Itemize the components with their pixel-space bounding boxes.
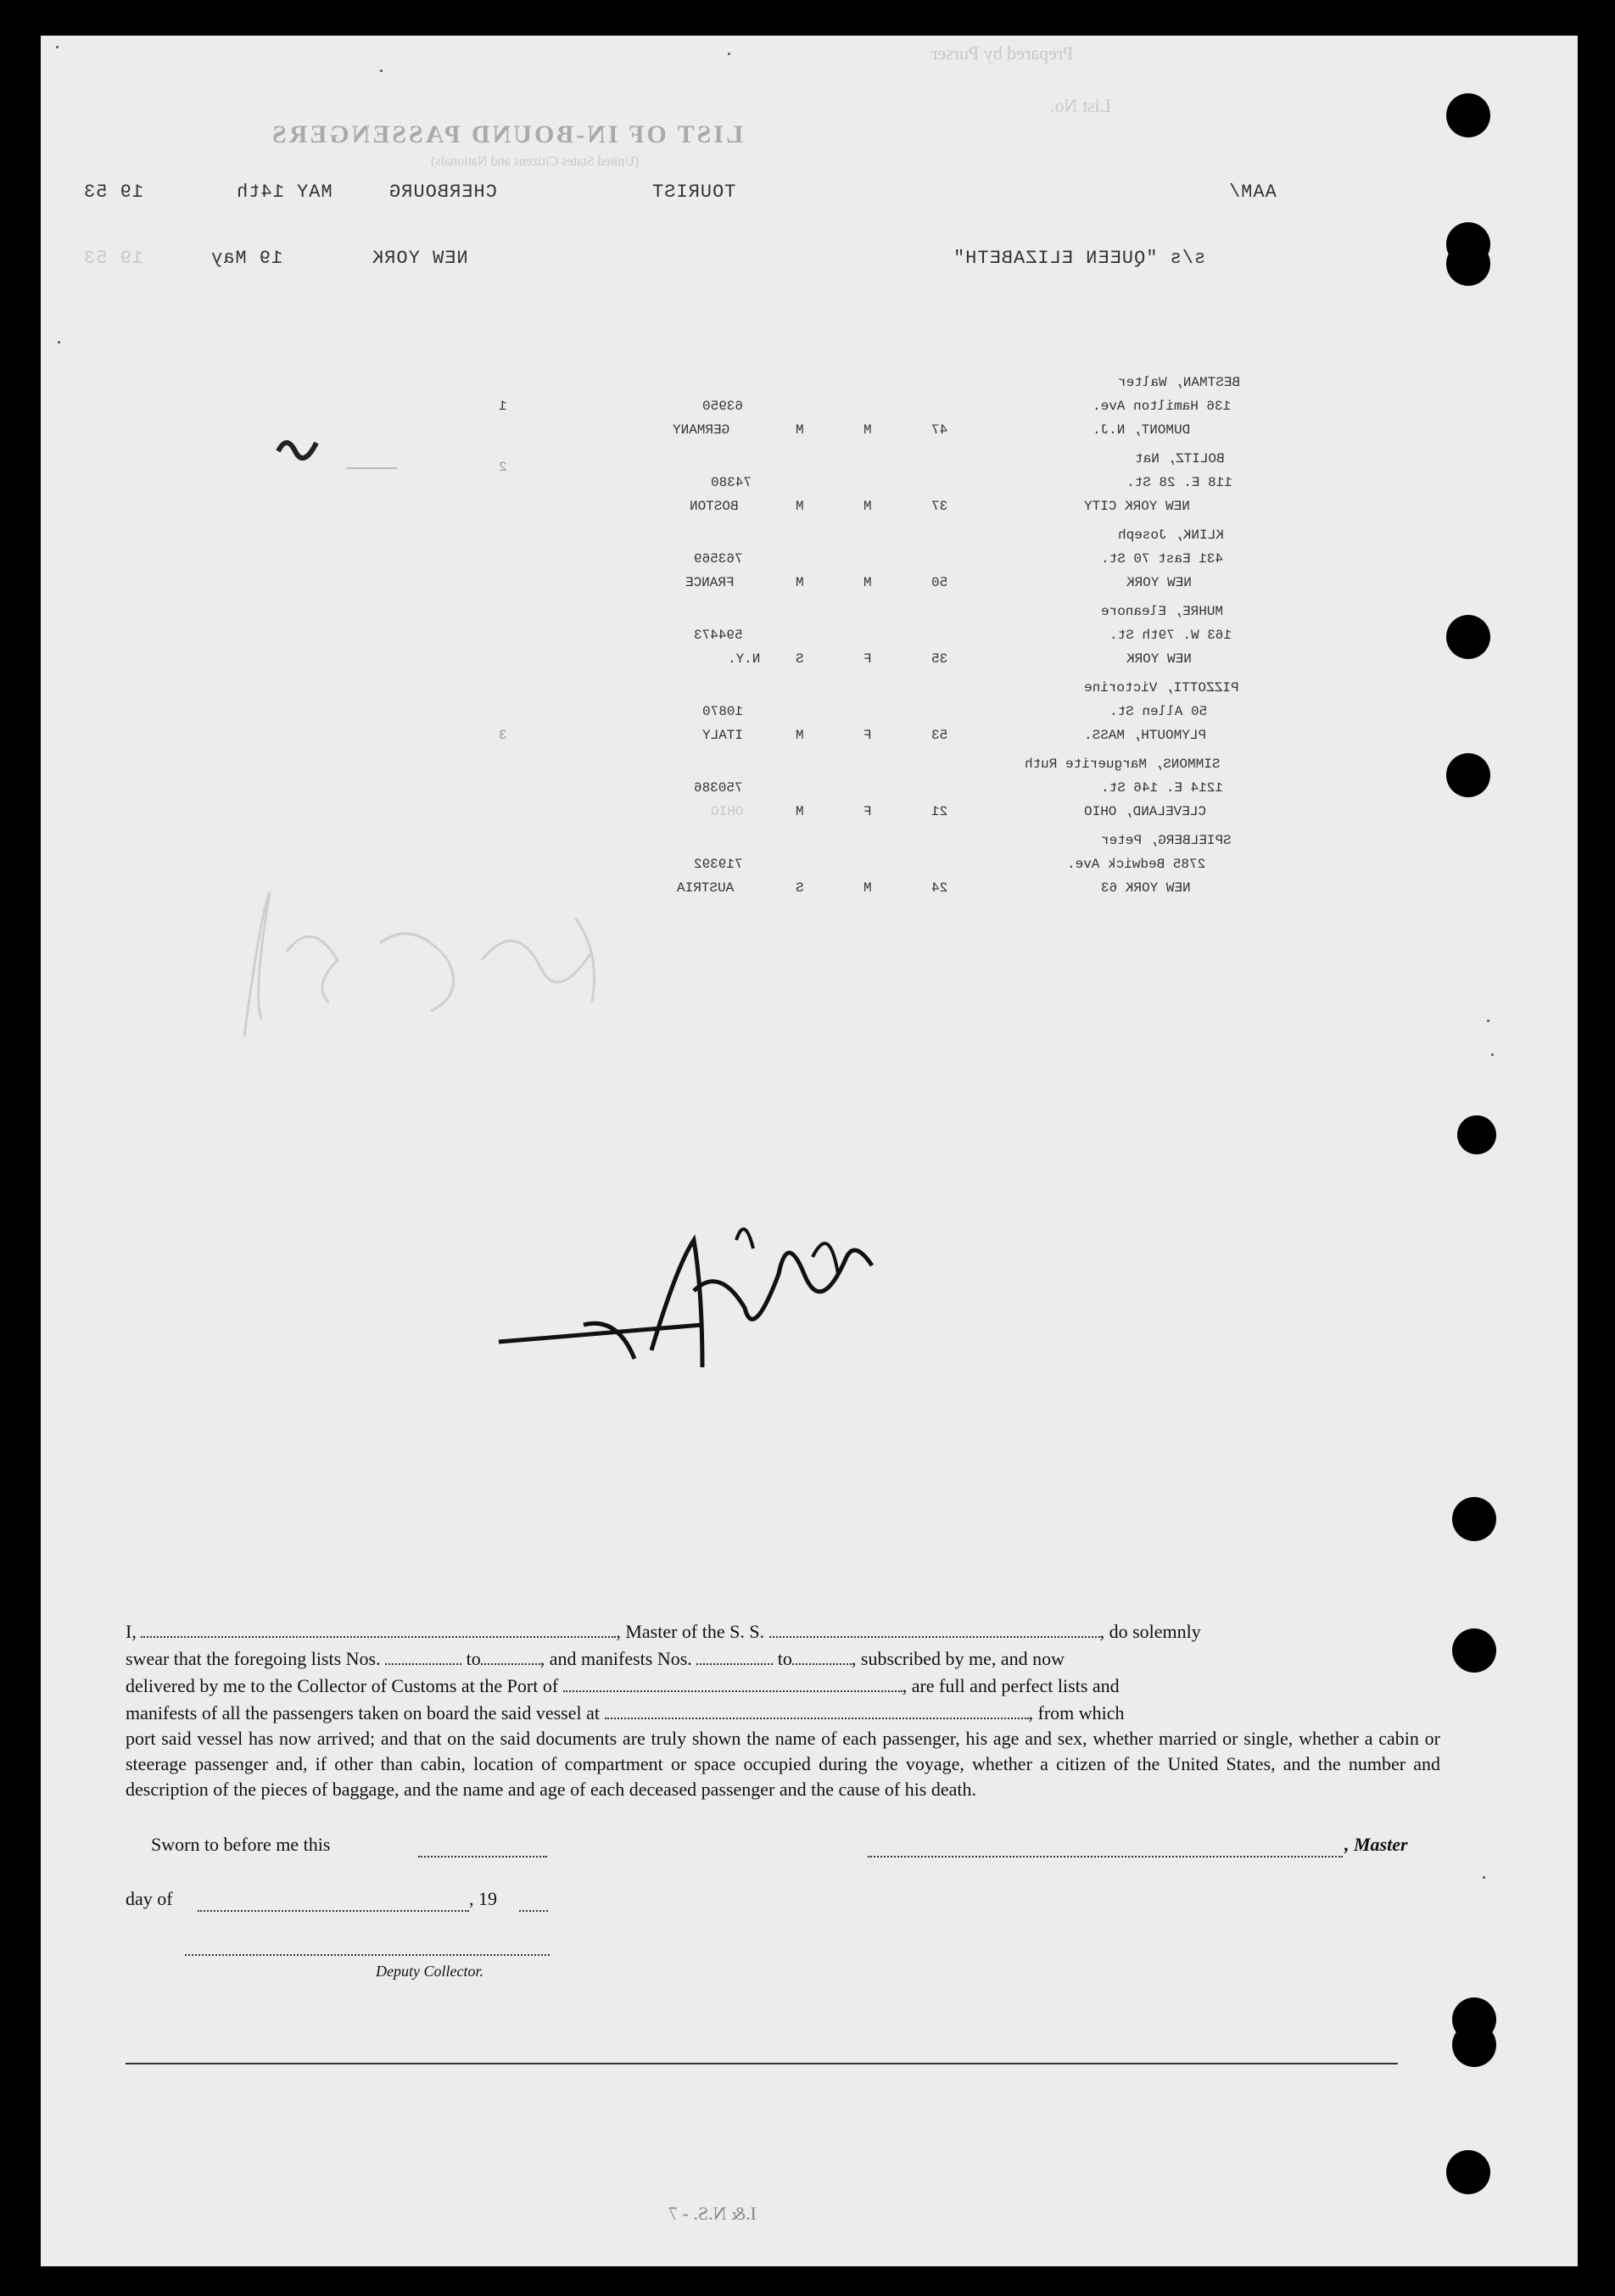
day-of-label: day of [126,1888,173,1909]
list-item: SPIELBERG, Peter 2785 Bedwick Ave. NEW YORK 63 24 M S AUSTRIA 719392 [677,833,1232,896]
form-number: I.& N.S. - 7 [668,2203,757,2224]
faint-signature [210,867,685,1070]
punch-hole [1452,2023,1496,2067]
form-title: LIST OF IN-BOUND PASSENGERS [270,120,744,148]
list-item: KLINK, Joseph 431 East 70 St. NEW YORK 50 M M FRANCE 763569 [685,528,1224,590]
year-blank [519,1910,548,1912]
list-item: BESTMAN, Walter 136 Hamilton Ave. DUMONT, N.J. 47 M M GERMANY 63950 1 [499,375,1241,438]
sworn-blank [418,1856,547,1857]
punch-hole [1457,1115,1496,1154]
master-blank [868,1856,1343,1857]
ship-row: s/s "QUEEN ELIZABETH" NEW YORK 19 May 19 53 [83,248,1206,269]
list-item: PIZZOTTI, Victorine 50 Allen St. PLYMOUTH, MASS. 53 F M ITALY 10870 3 [499,680,1239,743]
list-item: SIMMONS, Marguerite Ruth 1214 E. 146 St. CLEVELAND, OHIO 21 F M OHIO 750386 [694,757,1224,819]
year-label: , 19 [469,1888,497,1909]
prepared-by: Prepared by Purser [931,42,1074,64]
punch-hole [1446,615,1490,659]
deputy-blank [185,1954,550,1956]
manifest-sheet [41,36,1578,2266]
punch-hole [1446,242,1490,286]
oath-paragraph: I, , Master of the S. S. , do solemnly swear that the foregoing lists Nos. to , and manifests Nos. to , subscribed by me, and now delivered by me to the Collector of Customs at the Port of , are full and perfect lists and manifests of all the passengers taken on board the said vessel at , from which port said vessel has now arrived; and that on the said documents are truly shown the name of each passenger, his age and sex, whether married or single, whether a cabin or steerage passenger and, if other than cabin, location of compartment or space occupied during the voyage, whether a citizen of the United States, and the number and description of the pieces of baggage, and the name and age of each deceased passenger and the cause of his death. [126,1617,1440,1802]
sworn-line: Sworn to before me this [151,1834,331,1855]
bottom-rule [126,2063,1398,2064]
punch-hole [1446,93,1490,137]
deputy-collector-label: Deputy Collector. [376,1963,483,1980]
bleed-through-lines [100,1359,1542,1410]
form-subtitle: (United States Citizens and Nationals) [431,154,640,169]
list-item: MUHRE, Eleanore 163 W. 79th St. NEW YORK 35 F S N.Y. 594473 [694,604,1232,667]
list-item: BOLITZ, Nat 118 E. 28 St. NEW YORK CITY 37 M M BOSTON 74380 2 [499,451,1232,514]
punch-hole [1452,1628,1496,1673]
class-row: AAM/ TOURIST CHERBOURG MAY 14th 19 53 [83,182,1277,203]
day-blank [198,1910,469,1912]
master-label: , Master [1344,1834,1408,1855]
list-no: List No. [1050,95,1112,116]
punch-hole [1452,1497,1496,1541]
punch-hole [1446,2150,1490,2194]
punch-hole [1446,753,1490,797]
check-mark [227,392,397,494]
